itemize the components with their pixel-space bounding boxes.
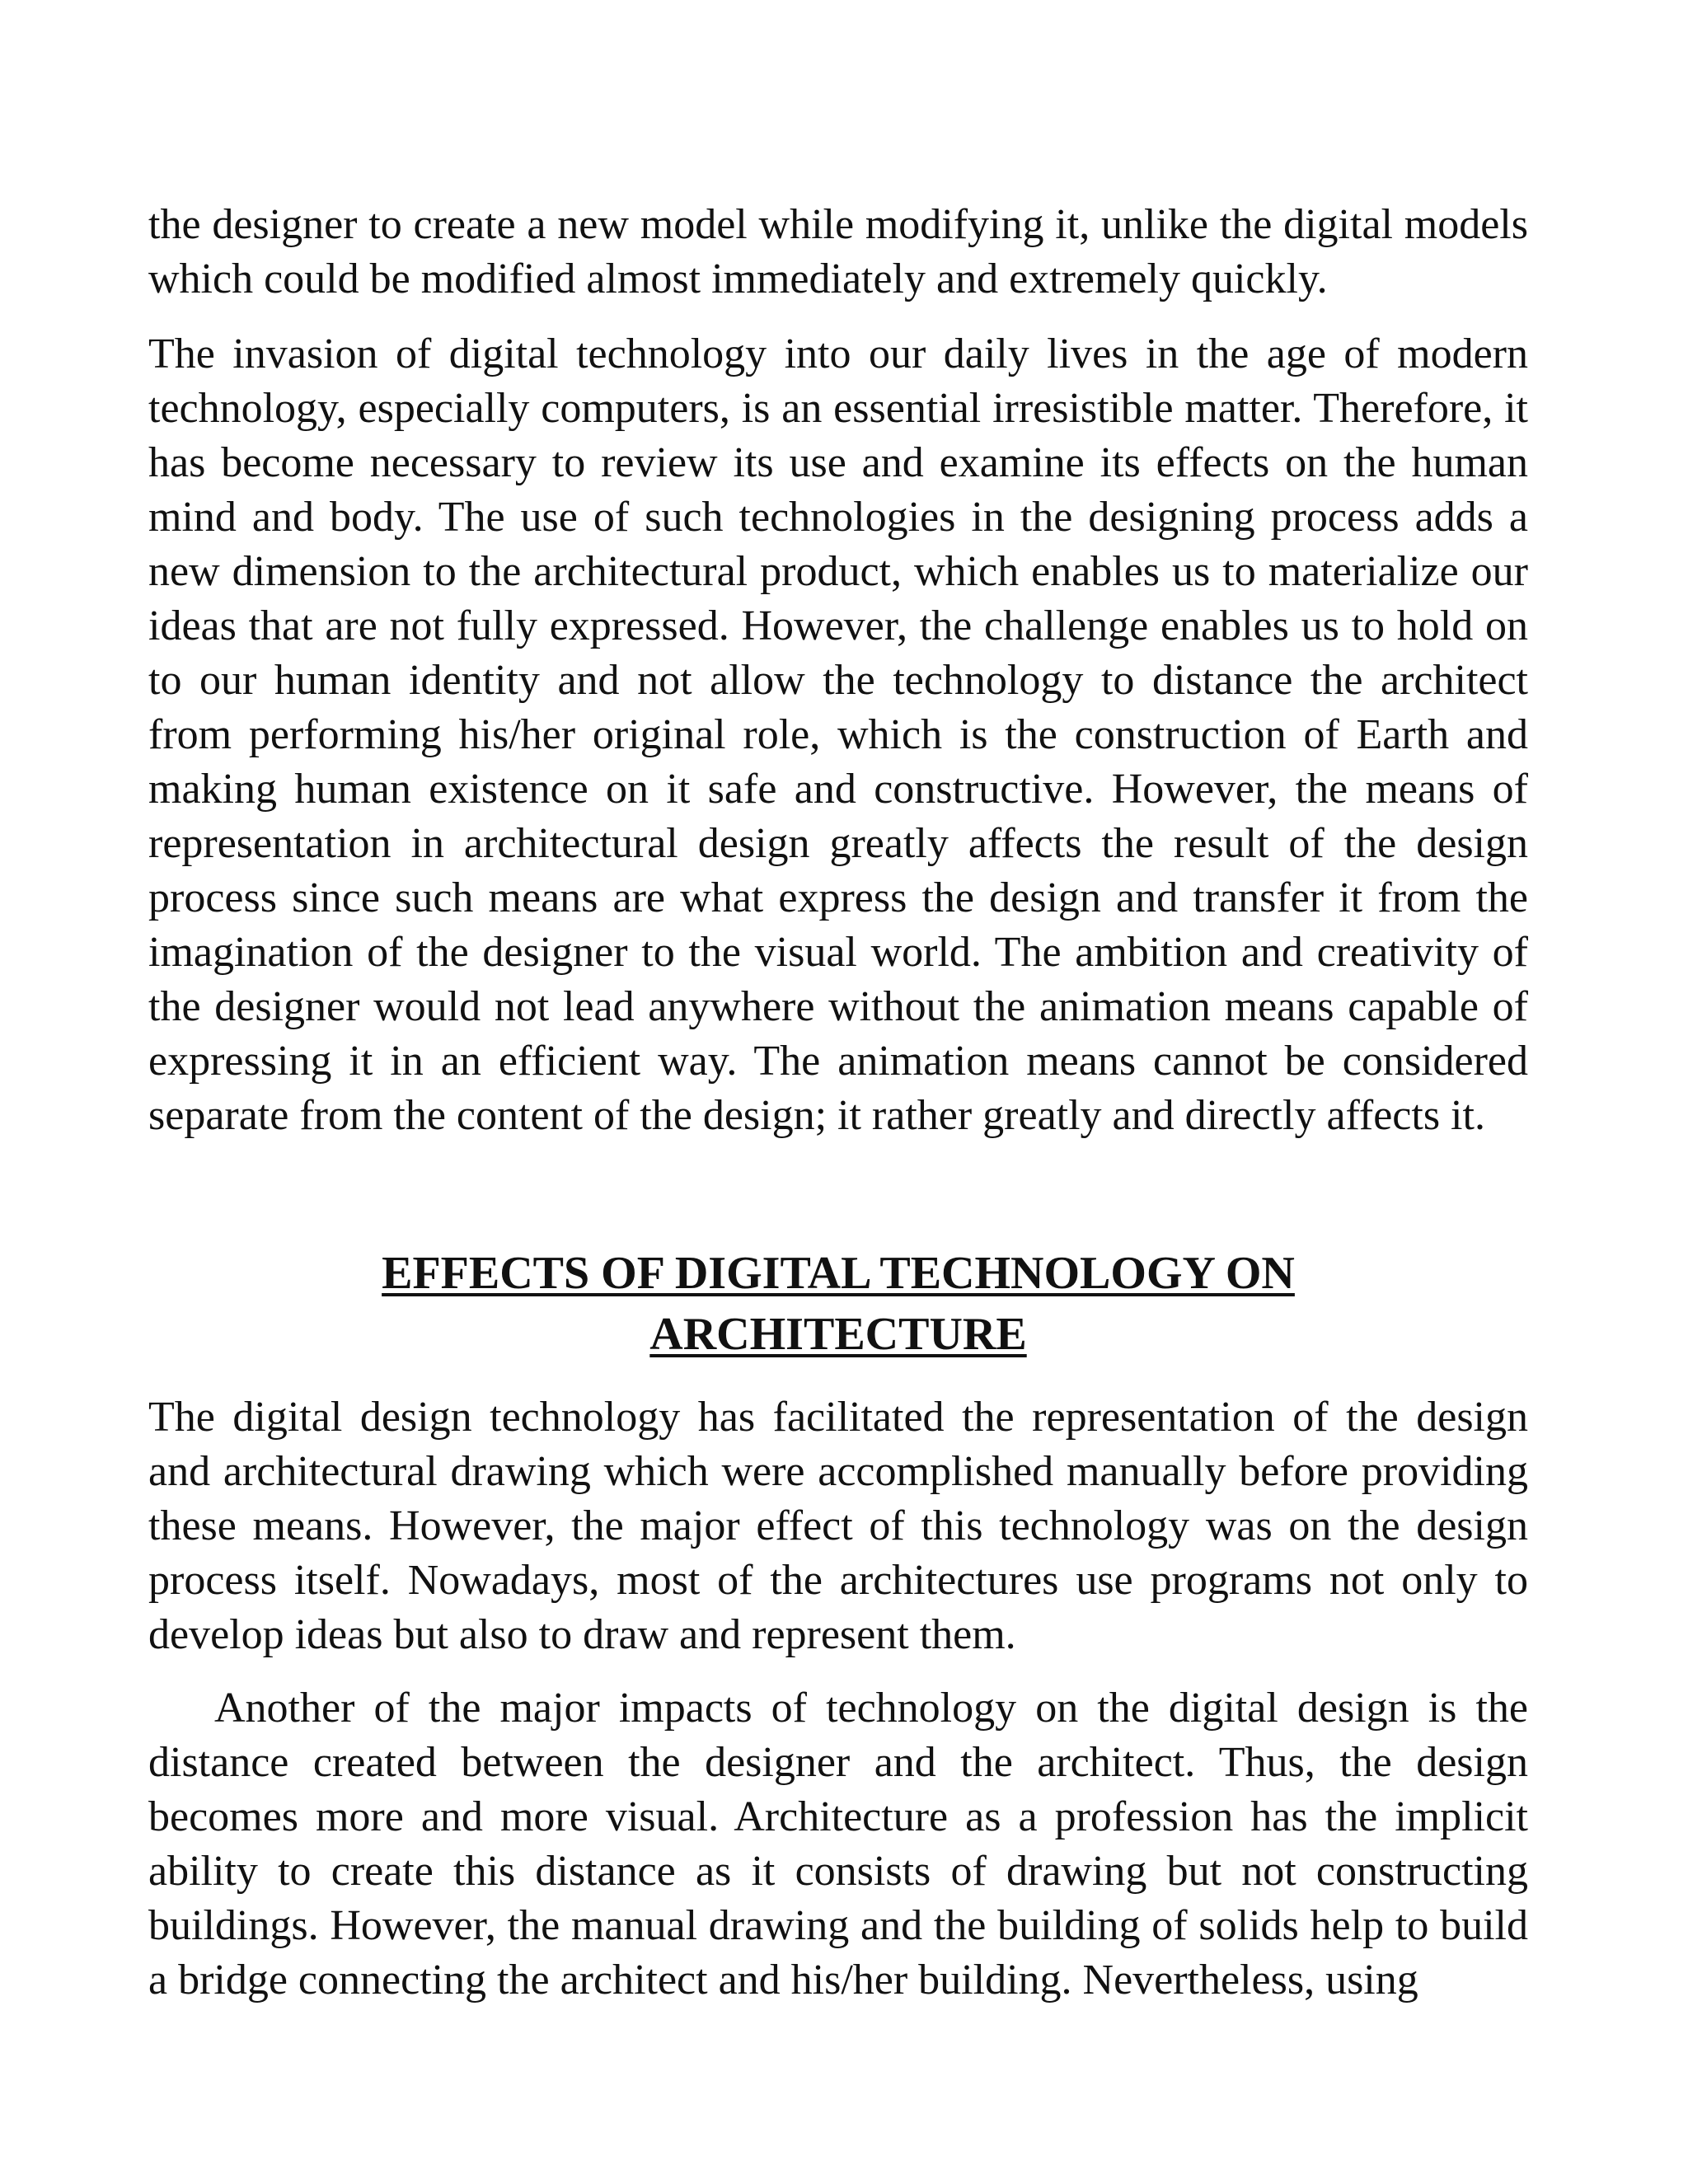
paragraph-major-impacts: Another of the major impacts of technology on the digital design is the distance created between the designer and the architect. Thus, the design becomes more and more visual. Architecture as a profession has the implicit ability to create this distance as it consists of drawing but not constructing buildings. However, the manual drawing and the building of solids help to build a bridge connecting the architect and his/her building. Nevertheless, using	[148, 1685, 1528, 2004]
section-heading-line-2: ARCHITECTURE	[649, 1309, 1027, 1360]
paragraph-digital-invasion: The invasion of digital technology into our daily lives in the age of modern technology, especially computers, is an essential irresistible matter. Therefore, it has become necessary to review its use and examine its effects on the human mind and body. The use of such technologies in the designing process adds a new dimension to the architectural product, which enables us to materialize our ideas that are not fully expressed. However, the challenge enables us to hold on to our human identity and not allow the technology to distance the architect from performing his/her original role, which is the construction of Earth and making human existence on it safe and constructive. However, the means of representation in architectural design greatly affects the result of the design process since such means are what express the design and transfer it from the imagination of the designer to the visual world. The ambition and creativity of the designer would not lead anywhere without the animation means capable of expressing it in an efficient way. The animation means cannot be considered separate from the content of the design; it rather greatly and directly affects it.	[148, 330, 1528, 1139]
section-heading	[148, 1243, 1528, 1365]
section-heading-line-1: EFFECTS OF DIGITAL TECHNOLOGY ON	[382, 1248, 1295, 1299]
paragraph-digital-design-technology: The digital design technology has facilitated the representation of the design and architectural drawing which were accomplished manually before providing these means. However, the major effect of this technology was on the design process itself. Nowadays, most of the architectures use programs not only to develop ideas but also to draw and represent them.	[148, 1394, 1528, 1658]
paragraph-continuation: the designer to create a new model while modifying it, unlike the digital models which could be modified almost immediately and extremely quickly.	[148, 201, 1528, 302]
